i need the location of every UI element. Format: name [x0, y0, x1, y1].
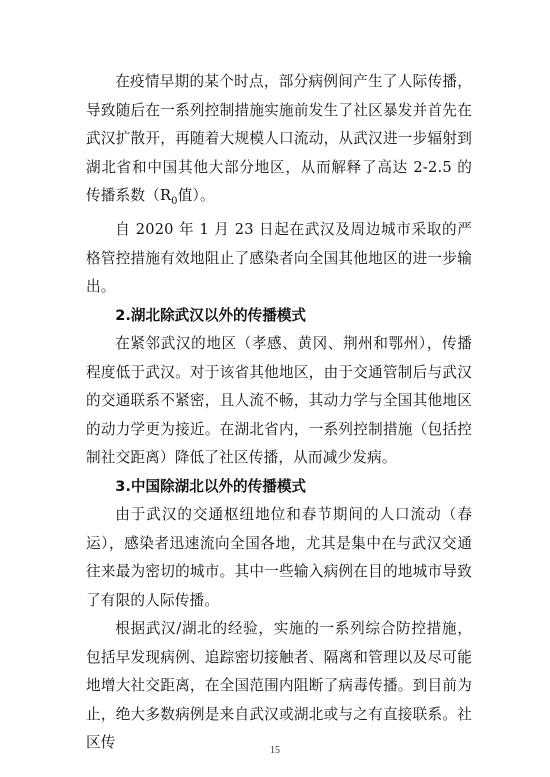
document-body: [86, 68, 472, 758]
r-subscript: 0: [171, 195, 178, 207]
paragraph-control-measures: 自 2020 年 1 月 23 日起在武汉及周边城市采取的严格管控措施有效地阻止了感染者向全国其他地区的进一步输出。: [86, 221, 472, 296]
paragraph-text-tail: 值）。: [177, 187, 215, 204]
paragraph-text: 在疫情早期的某个时点，部分病例间产生了人际传播，导致随后在一系列控制措施实施前发生了社区暴发并首先在武汉扩散开，再随着大规模人口流动，从武汉进一步辐射到湖北省和中国其他大部分地区，从而解释了高达 2-2.5 的传播系数（R: [86, 73, 472, 204]
paragraph-spring-festival: 由于武汉的交通枢纽地位和春节期间的人口流动（春运），感染者迅速流向全国各地，尤其是集中在与武汉交通往来最为密切的城市。其中一些输入病例在目的地城市导致了有限的人际传播。: [86, 506, 472, 609]
paragraph-early-transmission: [86, 68, 472, 216]
paragraph-hubei-transmission: 在紧邻武汉的地区（孝感、黄冈、荆州和鄂州），传播程度低于武汉。对于该省其他地区，由于交通管制后与武汉的交通联系不紧密，且人流不畅，其动力学与全国其他地区的动力学更为接近。在湖北省内，一系列控制措施（包括控制社交距离）降低了社区传播，从而减少发病。: [86, 335, 472, 467]
section-heading-hubei: 2.湖北除武汉以外的传播模式: [115, 306, 307, 324]
page-number: 15: [270, 745, 280, 756]
section-heading-china: 3.中国除湖北以外的传播模式: [115, 477, 307, 495]
paragraph-national-measures: 根据武汉/湖北的经验，实施的一系列综合防控措施，包括早发现病例、追踪密切接触者、隔离和管理以及尽可能地增大社交距离，在全国范围内阻断了病毒传播。到目前为止，绝大多数病例是来自武汉或湖北或与之有直接联系。社区传: [86, 620, 472, 752]
